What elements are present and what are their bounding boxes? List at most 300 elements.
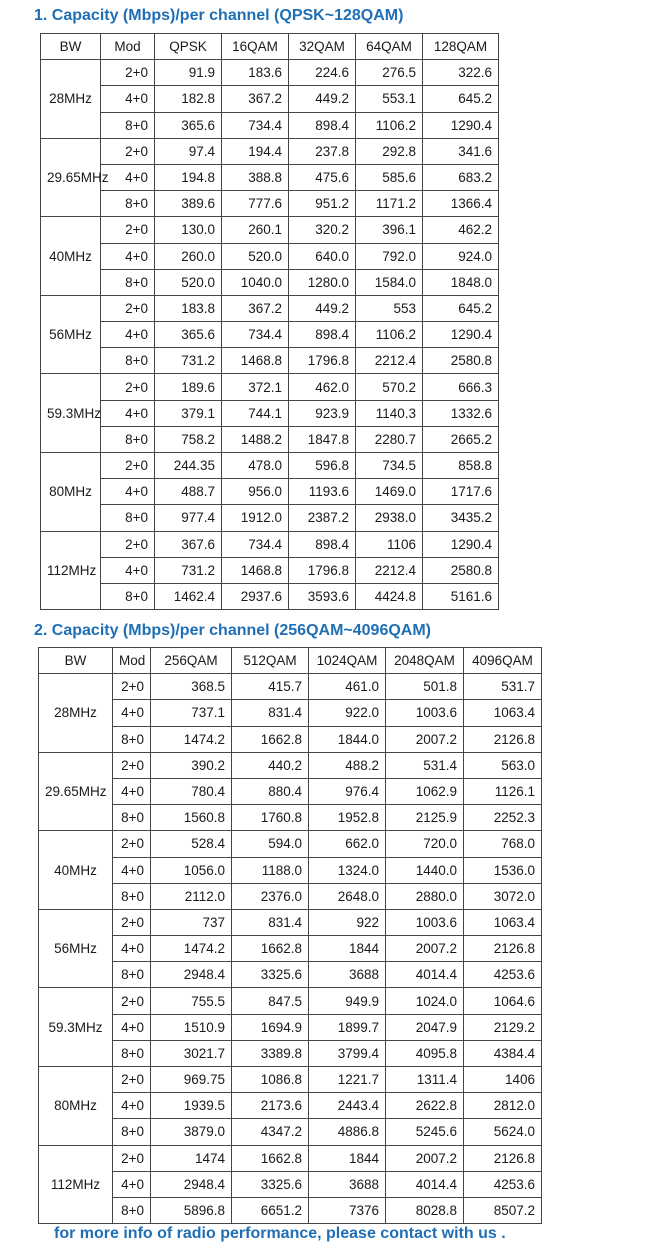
capacity-value-cell: 2112.0 bbox=[151, 883, 232, 909]
capacity-value-cell: 520.0 bbox=[222, 243, 289, 269]
modulation-cell: 8+0 bbox=[113, 1119, 151, 1145]
capacity-value-cell: 734.4 bbox=[222, 531, 289, 557]
capacity-value-cell: 5624.0 bbox=[464, 1119, 542, 1145]
capacity-value-cell: 3799.4 bbox=[309, 1040, 386, 1066]
table-row bbox=[39, 778, 542, 804]
table-row bbox=[39, 1119, 542, 1145]
capacity-value-cell: 194.4 bbox=[222, 138, 289, 164]
capacity-value-cell: 1324.0 bbox=[309, 857, 386, 883]
modulation-cell: 4+0 bbox=[113, 1093, 151, 1119]
capacity-value-cell: 365.6 bbox=[155, 112, 222, 138]
capacity-value-cell: 1760.8 bbox=[232, 805, 309, 831]
bandwidth-cell: 40MHz bbox=[39, 831, 113, 910]
capacity-value-cell: 924.0 bbox=[423, 243, 499, 269]
capacity-value-cell: 194.8 bbox=[155, 164, 222, 190]
capacity-value-cell: 2580.8 bbox=[423, 557, 499, 583]
capacity-value-cell: 1193.6 bbox=[289, 479, 356, 505]
table-row bbox=[41, 269, 499, 295]
capacity-value-cell: 1844 bbox=[309, 936, 386, 962]
capacity-value-cell: 1003.6 bbox=[386, 700, 464, 726]
capacity-value-cell: 388.8 bbox=[222, 164, 289, 190]
capacity-value-cell: 596.8 bbox=[289, 453, 356, 479]
capacity-value-cell: 478.0 bbox=[222, 453, 289, 479]
column-header: 16QAM bbox=[222, 34, 289, 60]
capacity-value-cell: 2812.0 bbox=[464, 1093, 542, 1119]
capacity-value-cell: 1510.9 bbox=[151, 1014, 232, 1040]
column-header: QPSK bbox=[155, 34, 222, 60]
table-row bbox=[41, 374, 499, 400]
capacity-value-cell: 1171.2 bbox=[356, 191, 423, 217]
capacity-value-cell: 2126.8 bbox=[464, 726, 542, 752]
table-row bbox=[39, 1093, 542, 1119]
capacity-value-cell: 880.4 bbox=[232, 778, 309, 804]
bandwidth-cell: 80MHz bbox=[39, 1067, 113, 1146]
table-row bbox=[39, 831, 542, 857]
capacity-value-cell: 898.4 bbox=[289, 322, 356, 348]
table-row bbox=[41, 243, 499, 269]
modulation-cell: 4+0 bbox=[101, 400, 155, 426]
capacity-value-cell: 1332.6 bbox=[423, 400, 499, 426]
capacity-value-cell: 737.1 bbox=[151, 700, 232, 726]
modulation-cell: 4+0 bbox=[113, 1171, 151, 1197]
capacity-value-cell: 389.6 bbox=[155, 191, 222, 217]
capacity-value-cell: 951.2 bbox=[289, 191, 356, 217]
capacity-value-cell: 1064.6 bbox=[464, 988, 542, 1014]
capacity-value-cell: 3435.2 bbox=[423, 505, 499, 531]
capacity-value-cell: 662.0 bbox=[309, 831, 386, 857]
bandwidth-cell: 56MHz bbox=[41, 295, 101, 374]
capacity-value-cell: 237.8 bbox=[289, 138, 356, 164]
bandwidth-cell: 29.65MHz bbox=[41, 138, 101, 217]
column-header: 32QAM bbox=[289, 34, 356, 60]
table-row bbox=[39, 962, 542, 988]
capacity-value-cell: 553.1 bbox=[356, 86, 423, 112]
capacity-value-cell: 777.6 bbox=[222, 191, 289, 217]
column-header: 256QAM bbox=[151, 648, 232, 674]
modulation-cell: 2+0 bbox=[113, 909, 151, 935]
capacity-value-cell: 2376.0 bbox=[232, 883, 309, 909]
table-row bbox=[41, 426, 499, 452]
capacity-value-cell: 1717.6 bbox=[423, 479, 499, 505]
capacity-value-cell: 2938.0 bbox=[356, 505, 423, 531]
capacity-value-cell: 379.1 bbox=[155, 400, 222, 426]
table-row bbox=[41, 531, 499, 557]
capacity-value-cell: 977.4 bbox=[155, 505, 222, 531]
capacity-value-cell: 731.2 bbox=[155, 557, 222, 583]
capacity-value-cell: 4095.8 bbox=[386, 1040, 464, 1066]
capacity-value-cell: 2948.4 bbox=[151, 1171, 232, 1197]
capacity-value-cell: 2580.8 bbox=[423, 348, 499, 374]
table-row bbox=[39, 936, 542, 962]
capacity-value-cell: 898.4 bbox=[289, 531, 356, 557]
table-row bbox=[39, 805, 542, 831]
bandwidth-cell: 56MHz bbox=[39, 909, 113, 988]
capacity-value-cell: 768.0 bbox=[464, 831, 542, 857]
modulation-cell: 8+0 bbox=[101, 348, 155, 374]
capacity-value-cell: 97.4 bbox=[155, 138, 222, 164]
capacity-value-cell: 2665.2 bbox=[423, 426, 499, 452]
capacity-value-cell: 758.2 bbox=[155, 426, 222, 452]
capacity-value-cell: 744.1 bbox=[222, 400, 289, 426]
capacity-value-cell: 5245.6 bbox=[386, 1119, 464, 1145]
capacity-value-cell: 3879.0 bbox=[151, 1119, 232, 1145]
bandwidth-cell: 59.3MHz bbox=[39, 988, 113, 1067]
capacity-value-cell: 531.7 bbox=[464, 674, 542, 700]
capacity-value-cell: 320.2 bbox=[289, 217, 356, 243]
bandwidth-cell: 112MHz bbox=[41, 531, 101, 610]
capacity-value-cell: 1844.0 bbox=[309, 726, 386, 752]
table-row bbox=[41, 138, 499, 164]
capacity-value-cell: 1140.3 bbox=[356, 400, 423, 426]
capacity-value-cell: 1952.8 bbox=[309, 805, 386, 831]
capacity-value-cell: 5896.8 bbox=[151, 1197, 232, 1223]
table-row bbox=[39, 1171, 542, 1197]
capacity-value-cell: 976.4 bbox=[309, 778, 386, 804]
capacity-value-cell: 831.4 bbox=[232, 700, 309, 726]
table-row bbox=[41, 505, 499, 531]
capacity-value-cell: 3593.6 bbox=[289, 583, 356, 609]
capacity-value-cell: 5161.6 bbox=[423, 583, 499, 609]
table-row bbox=[39, 752, 542, 778]
modulation-cell: 2+0 bbox=[101, 217, 155, 243]
bandwidth-cell: 112MHz bbox=[39, 1145, 113, 1224]
bandwidth-cell: 28MHz bbox=[39, 674, 113, 753]
section-2-heading: 2. Capacity (Mbps)/per channel (256QAM~4096QAM) bbox=[34, 622, 431, 639]
capacity-value-cell: 831.4 bbox=[232, 909, 309, 935]
capacity-value-cell: 260.0 bbox=[155, 243, 222, 269]
column-header: Mod bbox=[101, 34, 155, 60]
capacity-value-cell: 396.1 bbox=[356, 217, 423, 243]
table-row bbox=[41, 348, 499, 374]
capacity-value-cell: 922.0 bbox=[309, 700, 386, 726]
capacity-value-cell: 1290.4 bbox=[423, 112, 499, 138]
capacity-value-cell: 570.2 bbox=[356, 374, 423, 400]
capacity-value-cell: 3389.8 bbox=[232, 1040, 309, 1066]
modulation-cell: 4+0 bbox=[113, 778, 151, 804]
capacity-value-cell: 475.6 bbox=[289, 164, 356, 190]
capacity-value-cell: 4253.6 bbox=[464, 1171, 542, 1197]
modulation-cell: 8+0 bbox=[113, 883, 151, 909]
table-row bbox=[41, 191, 499, 217]
table-row bbox=[41, 60, 499, 86]
capacity-value-cell: 1796.8 bbox=[289, 557, 356, 583]
column-header: Mod bbox=[113, 648, 151, 674]
capacity-value-cell: 1469.0 bbox=[356, 479, 423, 505]
capacity-value-cell: 1290.4 bbox=[423, 322, 499, 348]
capacity-value-cell: 440.2 bbox=[232, 752, 309, 778]
capacity-value-cell: 501.8 bbox=[386, 674, 464, 700]
capacity-value-cell: 734.4 bbox=[222, 112, 289, 138]
capacity-value-cell: 367.2 bbox=[222, 86, 289, 112]
bandwidth-cell: 28MHz bbox=[41, 60, 101, 139]
bandwidth-cell: 29.65MHz bbox=[39, 752, 113, 831]
capacity-value-cell: 8028.8 bbox=[386, 1197, 464, 1223]
capacity-value-cell: 1474.2 bbox=[151, 726, 232, 752]
capacity-value-cell: 645.2 bbox=[423, 86, 499, 112]
capacity-value-cell: 898.4 bbox=[289, 112, 356, 138]
capacity-value-cell: 2443.4 bbox=[309, 1093, 386, 1119]
capacity-value-cell: 415.7 bbox=[232, 674, 309, 700]
capacity-value-cell: 1063.4 bbox=[464, 700, 542, 726]
capacity-value-cell: 1290.4 bbox=[423, 531, 499, 557]
modulation-cell: 2+0 bbox=[113, 674, 151, 700]
capacity-value-cell: 1694.9 bbox=[232, 1014, 309, 1040]
modulation-cell: 4+0 bbox=[113, 700, 151, 726]
capacity-value-cell: 4014.4 bbox=[386, 962, 464, 988]
capacity-value-cell: 2007.2 bbox=[386, 726, 464, 752]
capacity-value-cell: 1366.4 bbox=[423, 191, 499, 217]
table-row bbox=[41, 295, 499, 321]
capacity-value-cell: 585.6 bbox=[356, 164, 423, 190]
capacity-value-cell: 1280.0 bbox=[289, 269, 356, 295]
capacity-value-cell: 4886.8 bbox=[309, 1119, 386, 1145]
capacity-value-cell: 2007.2 bbox=[386, 936, 464, 962]
capacity-value-cell: 1474.2 bbox=[151, 936, 232, 962]
capacity-value-cell: 341.6 bbox=[423, 138, 499, 164]
table-row bbox=[41, 322, 499, 348]
capacity-value-cell: 322.6 bbox=[423, 60, 499, 86]
capacity-value-cell: 2047.9 bbox=[386, 1014, 464, 1040]
capacity-value-cell: 956.0 bbox=[222, 479, 289, 505]
capacity-value-cell: 949.9 bbox=[309, 988, 386, 1014]
section-1-heading: 1. Capacity (Mbps)/per channel (QPSK~128QAM) bbox=[34, 7, 404, 24]
capacity-value-cell: 2880.0 bbox=[386, 883, 464, 909]
capacity-value-cell: 367.6 bbox=[155, 531, 222, 557]
table-row bbox=[39, 1067, 542, 1093]
modulation-cell: 4+0 bbox=[101, 243, 155, 269]
capacity-value-cell: 1912.0 bbox=[222, 505, 289, 531]
capacity-value-cell: 1560.8 bbox=[151, 805, 232, 831]
modulation-cell: 2+0 bbox=[113, 988, 151, 1014]
modulation-cell: 2+0 bbox=[113, 1067, 151, 1093]
capacity-value-cell: 1024.0 bbox=[386, 988, 464, 1014]
capacity-value-cell: 1086.8 bbox=[232, 1067, 309, 1093]
column-header: 512QAM bbox=[232, 648, 309, 674]
column-header: 64QAM bbox=[356, 34, 423, 60]
capacity-value-cell: 1462.4 bbox=[155, 583, 222, 609]
modulation-cell: 8+0 bbox=[113, 962, 151, 988]
capacity-value-cell: 2648.0 bbox=[309, 883, 386, 909]
capacity-value-cell: 3325.6 bbox=[232, 1171, 309, 1197]
capacity-value-cell: 1848.0 bbox=[423, 269, 499, 295]
modulation-cell: 8+0 bbox=[101, 191, 155, 217]
capacity-value-cell: 528.4 bbox=[151, 831, 232, 857]
capacity-value-cell: 1662.8 bbox=[232, 1145, 309, 1171]
modulation-cell: 8+0 bbox=[113, 726, 151, 752]
modulation-cell: 8+0 bbox=[113, 1040, 151, 1066]
capacity-value-cell: 1899.7 bbox=[309, 1014, 386, 1040]
modulation-cell: 4+0 bbox=[101, 86, 155, 112]
capacity-value-cell: 792.0 bbox=[356, 243, 423, 269]
capacity-value-cell: 2212.4 bbox=[356, 348, 423, 374]
modulation-cell: 4+0 bbox=[101, 164, 155, 190]
capacity-value-cell: 2007.2 bbox=[386, 1145, 464, 1171]
capacity-value-cell: 2387.2 bbox=[289, 505, 356, 531]
capacity-value-cell: 1106.2 bbox=[356, 322, 423, 348]
capacity-value-cell: 7376 bbox=[309, 1197, 386, 1223]
modulation-cell: 4+0 bbox=[101, 479, 155, 505]
capacity-value-cell: 2173.6 bbox=[232, 1093, 309, 1119]
capacity-value-cell: 1584.0 bbox=[356, 269, 423, 295]
capacity-value-cell: 2622.8 bbox=[386, 1093, 464, 1119]
table-row bbox=[39, 988, 542, 1014]
modulation-cell: 2+0 bbox=[101, 453, 155, 479]
contact-footer: for more info of radio performance, please contact with us . bbox=[54, 1225, 506, 1242]
modulation-cell: 2+0 bbox=[101, 531, 155, 557]
modulation-cell: 8+0 bbox=[101, 112, 155, 138]
capacity-value-cell: 922 bbox=[309, 909, 386, 935]
capacity-value-cell: 488.2 bbox=[309, 752, 386, 778]
capacity-value-cell: 640.0 bbox=[289, 243, 356, 269]
capacity-value-cell: 4384.4 bbox=[464, 1040, 542, 1066]
capacity-value-cell: 449.2 bbox=[289, 295, 356, 321]
capacity-value-cell: 2948.4 bbox=[151, 962, 232, 988]
modulation-cell: 8+0 bbox=[113, 805, 151, 831]
capacity-value-cell: 737 bbox=[151, 909, 232, 935]
modulation-cell: 2+0 bbox=[101, 295, 155, 321]
capacity-value-cell: 1188.0 bbox=[232, 857, 309, 883]
table-row bbox=[41, 583, 499, 609]
capacity-value-cell: 734.5 bbox=[356, 453, 423, 479]
capacity-value-cell: 3688 bbox=[309, 1171, 386, 1197]
capacity-value-cell: 531.4 bbox=[386, 752, 464, 778]
capacity-value-cell: 1488.2 bbox=[222, 426, 289, 452]
capacity-value-cell: 553 bbox=[356, 295, 423, 321]
capacity-value-cell: 1440.0 bbox=[386, 857, 464, 883]
capacity-value-cell: 1468.8 bbox=[222, 557, 289, 583]
table-row bbox=[39, 1145, 542, 1171]
capacity-value-cell: 372.1 bbox=[222, 374, 289, 400]
capacity-value-cell: 449.2 bbox=[289, 86, 356, 112]
capacity-value-cell: 1003.6 bbox=[386, 909, 464, 935]
capacity-value-cell: 847.5 bbox=[232, 988, 309, 1014]
modulation-cell: 8+0 bbox=[101, 269, 155, 295]
capacity-value-cell: 734.4 bbox=[222, 322, 289, 348]
capacity-value-cell: 461.0 bbox=[309, 674, 386, 700]
capacity-value-cell: 367.2 bbox=[222, 295, 289, 321]
capacity-value-cell: 276.5 bbox=[356, 60, 423, 86]
capacity-value-cell: 1311.4 bbox=[386, 1067, 464, 1093]
modulation-cell: 8+0 bbox=[101, 426, 155, 452]
table-row bbox=[39, 674, 542, 700]
capacity-value-cell: 780.4 bbox=[151, 778, 232, 804]
capacity-value-cell: 923.9 bbox=[289, 400, 356, 426]
capacity-value-cell: 8507.2 bbox=[464, 1197, 542, 1223]
modulation-cell: 2+0 bbox=[101, 60, 155, 86]
capacity-value-cell: 755.5 bbox=[151, 988, 232, 1014]
table-row bbox=[39, 1197, 542, 1223]
capacity-value-cell: 6651.2 bbox=[232, 1197, 309, 1223]
modulation-cell: 4+0 bbox=[113, 1014, 151, 1040]
column-header: 2048QAM bbox=[386, 648, 464, 674]
capacity-value-cell: 969.75 bbox=[151, 1067, 232, 1093]
capacity-value-cell: 4347.2 bbox=[232, 1119, 309, 1145]
table-header-row bbox=[41, 34, 499, 60]
table-row bbox=[39, 857, 542, 883]
capacity-value-cell: 183.6 bbox=[222, 60, 289, 86]
capacity-value-cell: 1474 bbox=[151, 1145, 232, 1171]
capacity-value-cell: 731.2 bbox=[155, 348, 222, 374]
table-row bbox=[41, 479, 499, 505]
column-header: 128QAM bbox=[423, 34, 499, 60]
table-header-row bbox=[39, 648, 542, 674]
modulation-cell: 4+0 bbox=[101, 322, 155, 348]
table-row bbox=[39, 700, 542, 726]
capacity-value-cell: 1796.8 bbox=[289, 348, 356, 374]
capacity-value-cell: 390.2 bbox=[151, 752, 232, 778]
modulation-cell: 2+0 bbox=[101, 138, 155, 164]
capacity-value-cell: 2126.8 bbox=[464, 1145, 542, 1171]
table-row bbox=[39, 726, 542, 752]
table-row bbox=[41, 86, 499, 112]
table-row bbox=[41, 112, 499, 138]
bandwidth-cell: 40MHz bbox=[41, 217, 101, 296]
capacity-value-cell: 2937.6 bbox=[222, 583, 289, 609]
table-row bbox=[41, 557, 499, 583]
capacity-value-cell: 488.7 bbox=[155, 479, 222, 505]
table-row bbox=[39, 1040, 542, 1066]
column-header: 4096QAM bbox=[464, 648, 542, 674]
capacity-value-cell: 1063.4 bbox=[464, 909, 542, 935]
capacity-value-cell: 91.9 bbox=[155, 60, 222, 86]
capacity-value-cell: 462.2 bbox=[423, 217, 499, 243]
capacity-value-cell: 4424.8 bbox=[356, 583, 423, 609]
capacity-value-cell: 2212.4 bbox=[356, 557, 423, 583]
capacity-value-cell: 1056.0 bbox=[151, 857, 232, 883]
capacity-value-cell: 2125.9 bbox=[386, 805, 464, 831]
table-row bbox=[41, 164, 499, 190]
capacity-value-cell: 1662.8 bbox=[232, 936, 309, 962]
capacity-value-cell: 645.2 bbox=[423, 295, 499, 321]
capacity-value-cell: 720.0 bbox=[386, 831, 464, 857]
capacity-value-cell: 2129.2 bbox=[464, 1014, 542, 1040]
capacity-value-cell: 520.0 bbox=[155, 269, 222, 295]
capacity-value-cell: 292.8 bbox=[356, 138, 423, 164]
capacity-value-cell: 666.3 bbox=[423, 374, 499, 400]
column-header: 1024QAM bbox=[309, 648, 386, 674]
capacity-value-cell: 1939.5 bbox=[151, 1093, 232, 1119]
capacity-value-cell: 1844 bbox=[309, 1145, 386, 1171]
modulation-cell: 4+0 bbox=[113, 936, 151, 962]
capacity-value-cell: 683.2 bbox=[423, 164, 499, 190]
capacity-value-cell: 368.5 bbox=[151, 674, 232, 700]
modulation-cell: 4+0 bbox=[101, 557, 155, 583]
modulation-cell: 8+0 bbox=[101, 583, 155, 609]
modulation-cell: 2+0 bbox=[101, 374, 155, 400]
capacity-table-qpsk-128qam bbox=[40, 33, 499, 610]
capacity-value-cell: 1662.8 bbox=[232, 726, 309, 752]
capacity-value-cell: 3688 bbox=[309, 962, 386, 988]
capacity-value-cell: 183.8 bbox=[155, 295, 222, 321]
table-row bbox=[39, 1014, 542, 1040]
capacity-value-cell: 2252.3 bbox=[464, 805, 542, 831]
capacity-value-cell: 1468.8 bbox=[222, 348, 289, 374]
capacity-value-cell: 1406 bbox=[464, 1067, 542, 1093]
capacity-value-cell: 563.0 bbox=[464, 752, 542, 778]
table-row bbox=[39, 883, 542, 909]
capacity-value-cell: 3072.0 bbox=[464, 883, 542, 909]
capacity-value-cell: 2126.8 bbox=[464, 936, 542, 962]
table-row bbox=[39, 909, 542, 935]
table-row bbox=[41, 453, 499, 479]
bandwidth-cell: 59.3MHz bbox=[41, 374, 101, 453]
capacity-value-cell: 1106 bbox=[356, 531, 423, 557]
capacity-value-cell: 365.6 bbox=[155, 322, 222, 348]
capacity-value-cell: 1106.2 bbox=[356, 112, 423, 138]
capacity-value-cell: 244.35 bbox=[155, 453, 222, 479]
capacity-value-cell: 2280.7 bbox=[356, 426, 423, 452]
column-header: BW bbox=[39, 648, 113, 674]
